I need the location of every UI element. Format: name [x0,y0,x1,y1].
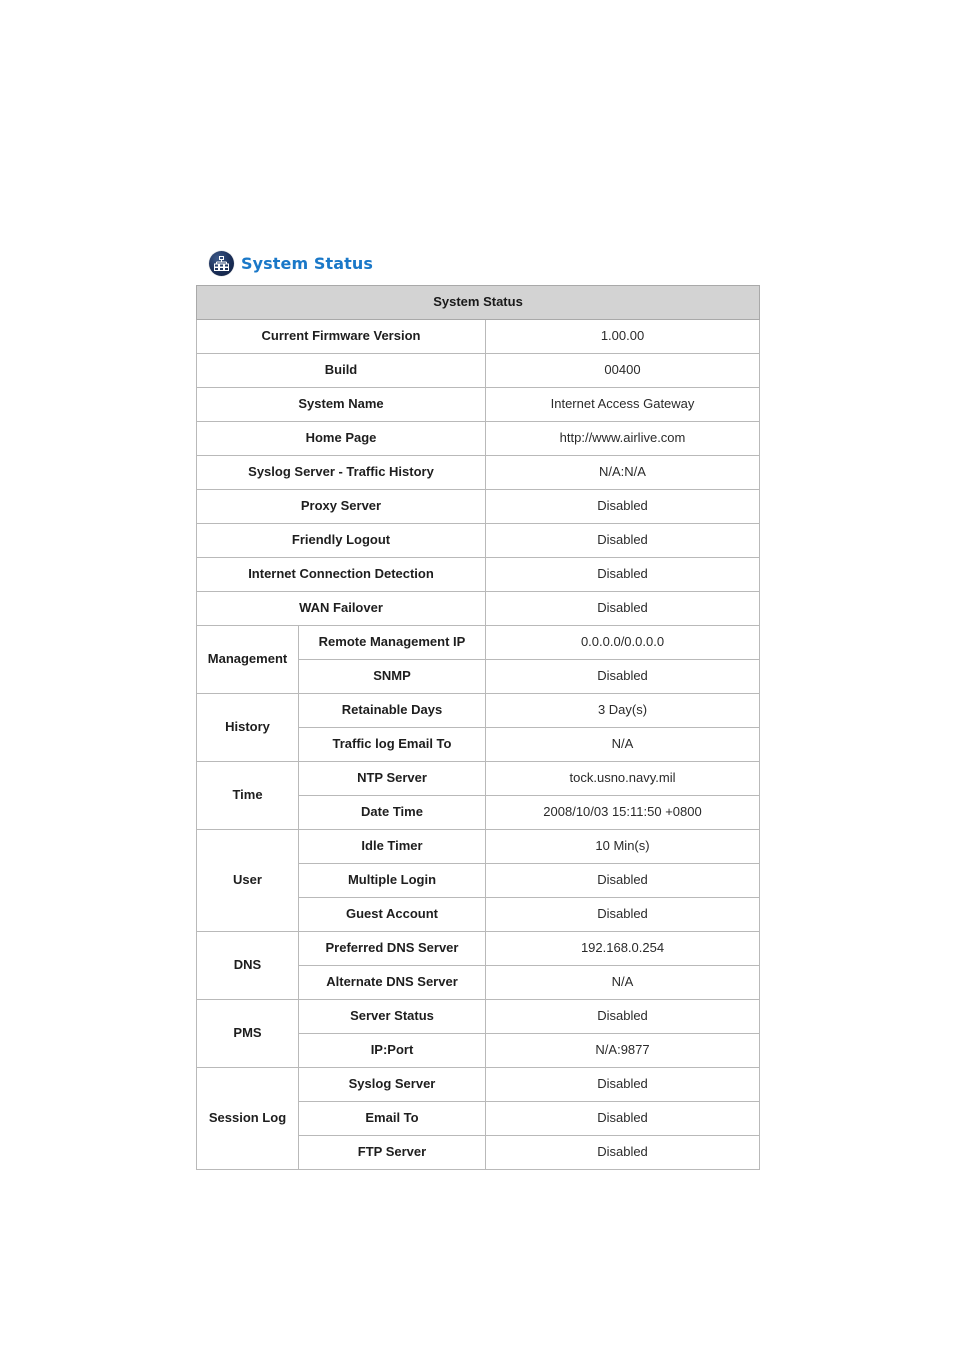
table-row [197,456,760,490]
row-label: Internet Connection Detection [197,558,486,592]
row-label: Server Status [299,1000,486,1034]
table-header-row [197,286,760,320]
row-value: Disabled [486,864,760,898]
table-row [197,422,760,456]
row-label: System Name [197,388,486,422]
row-value: Disabled [486,558,760,592]
table-row [197,1000,760,1034]
row-value: N/A [486,966,760,1000]
table-row [197,762,760,796]
row-value: Disabled [486,1102,760,1136]
row-value: N/A:9877 [486,1034,760,1068]
row-label: NTP Server [299,762,486,796]
row-label: Email To [299,1102,486,1136]
table-row [197,830,760,864]
group-label-management: Management [197,626,299,694]
row-label: Preferred DNS Server [299,932,486,966]
table-row [197,694,760,728]
row-label: Remote Management IP [299,626,486,660]
row-value: 1.00.00 [486,320,760,354]
group-label-time: Time [197,762,299,830]
row-value: 2008/10/03 15:11:50 +0800 [486,796,760,830]
page-header [209,250,373,276]
row-label: Idle Timer [299,830,486,864]
table-caption: System Status [197,286,760,320]
table-row [197,524,760,558]
table-row [197,490,760,524]
row-value: Disabled [486,524,760,558]
table-row [197,558,760,592]
table-row [197,932,760,966]
group-label-session-log: Session Log [197,1068,299,1170]
table-body [197,320,760,1170]
row-label: Guest Account [299,898,486,932]
system-status-table [196,285,760,1170]
table-row [197,1068,760,1102]
row-value: Disabled [486,1136,760,1170]
table-row [197,354,760,388]
row-label: SNMP [299,660,486,694]
row-value: Disabled [486,1000,760,1034]
row-value: Internet Access Gateway [486,388,760,422]
row-value: Disabled [486,660,760,694]
table-row [197,320,760,354]
row-label: Alternate DNS Server [299,966,486,1000]
table-row [197,388,760,422]
group-label-dns: DNS [197,932,299,1000]
table-row [197,626,760,660]
row-label: Friendly Logout [197,524,486,558]
row-label: Multiple Login [299,864,486,898]
row-value: 10 Min(s) [486,830,760,864]
row-label: WAN Failover [197,592,486,626]
row-label: Syslog Server - Traffic History [197,456,486,490]
row-value: Disabled [486,490,760,524]
row-label: Build [197,354,486,388]
group-label-pms: PMS [197,1000,299,1068]
row-label: Traffic log Email To [299,728,486,762]
row-label: IP:Port [299,1034,486,1068]
group-label-history: History [197,694,299,762]
row-value: 0.0.0.0/0.0.0.0 [486,626,760,660]
row-value: N/A [486,728,760,762]
row-value: http://www.airlive.com [486,422,760,456]
row-value: Disabled [486,898,760,932]
row-value: 00400 [486,354,760,388]
row-label: FTP Server [299,1136,486,1170]
row-label: Date Time [299,796,486,830]
row-label: Syslog Server [299,1068,486,1102]
row-value: N/A:N/A [486,456,760,490]
table-row [197,592,760,626]
row-label: Home Page [197,422,486,456]
group-label-user: User [197,830,299,932]
system-status-icon [209,251,234,276]
row-value: 192.168.0.254 [486,932,760,966]
row-value: Disabled [486,592,760,626]
row-value: tock.usno.navy.mil [486,762,760,796]
row-label: Current Firmware Version [197,320,486,354]
page-title: System Status [241,253,374,273]
row-value: Disabled [486,1068,760,1102]
row-label: Retainable Days [299,694,486,728]
row-value: 3 Day(s) [486,694,760,728]
row-label: Proxy Server [197,490,486,524]
